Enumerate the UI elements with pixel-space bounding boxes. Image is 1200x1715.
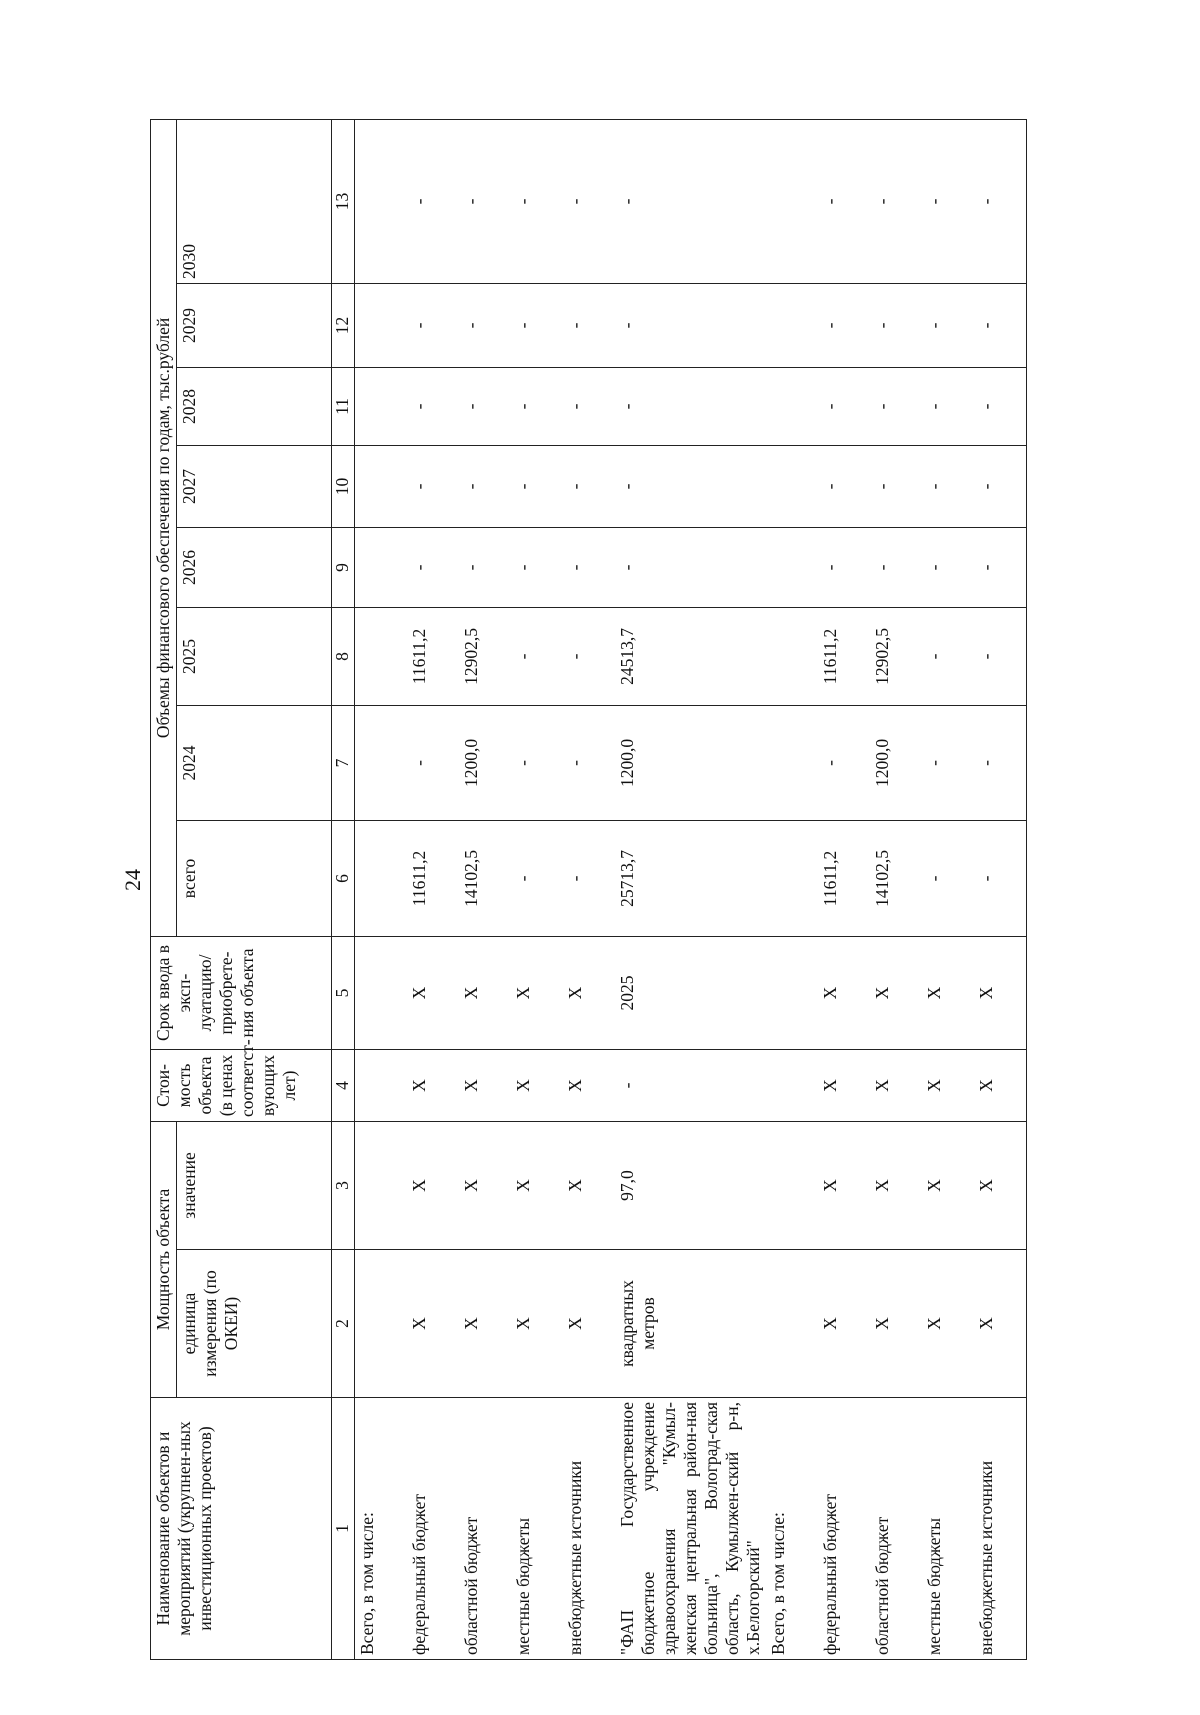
row-cell: Х	[459, 1049, 511, 1121]
table-row	[870, 119, 922, 1659]
row-cell: Х	[818, 1121, 870, 1249]
table-row-object	[615, 119, 766, 1659]
row-cell: -	[563, 527, 615, 607]
row-cell: -	[615, 119, 766, 283]
row-cell: Х	[974, 1121, 1027, 1249]
row-cell: -	[922, 705, 974, 820]
row-cell: -	[922, 445, 974, 527]
row-cell: квадратных метров	[615, 1250, 766, 1398]
row-cell: -	[563, 705, 615, 820]
row-cell: -	[459, 445, 511, 527]
row-cell: -	[922, 119, 974, 283]
row-cell	[766, 936, 818, 1049]
row-cell: 12902,5	[870, 607, 922, 705]
column-number: 3	[332, 1121, 355, 1249]
row-cell: Х	[407, 936, 459, 1049]
header-year: 2030	[177, 119, 332, 283]
table-row	[974, 119, 1027, 1659]
row-cell: Х	[974, 1049, 1027, 1121]
row-cell: 14102,5	[459, 820, 511, 936]
row-cell: -	[870, 119, 922, 283]
row-cell: -	[974, 367, 1027, 445]
row-name: местные бюджеты	[511, 1398, 563, 1660]
row-cell: -	[974, 705, 1027, 820]
row-cell: 1200,0	[615, 705, 766, 820]
row-cell: -	[818, 283, 870, 367]
financing-table	[150, 119, 1027, 1660]
row-name: внебюджетные источники	[974, 1398, 1027, 1660]
column-number: 1	[332, 1398, 355, 1660]
row-cell: Х	[818, 1049, 870, 1121]
row-cell: -	[922, 527, 974, 607]
row-cell: -	[563, 820, 615, 936]
row-cell: -	[407, 367, 459, 445]
row-cell: -	[922, 820, 974, 936]
column-number: 6	[332, 820, 355, 936]
column-number: 2	[332, 1250, 355, 1398]
header-name: Наименование объектов и мероприятий (укрупнен-ных инвестиционных проектов)	[151, 1398, 332, 1660]
row-cell: -	[563, 607, 615, 705]
row-cell	[355, 119, 408, 283]
row-cell: 97,0	[615, 1121, 766, 1249]
row-cell: 1200,0	[870, 705, 922, 820]
row-cell: 14102,5	[870, 820, 922, 936]
row-cell: -	[511, 607, 563, 705]
row-cell: 25713,7	[615, 820, 766, 936]
row-cell: Х	[870, 1250, 922, 1398]
row-cell: -	[407, 445, 459, 527]
row-cell: -	[818, 445, 870, 527]
row-name: "ФАП Государственное бюджетное учреждение здравоохранения "Кумыл-женская центральная район-ная больница", Волоград-ская область, Кумылжен-ский р-н, х.Белогорский"	[615, 1398, 766, 1660]
table-body	[355, 119, 1027, 1659]
header-capacity-value: значение	[177, 1121, 332, 1249]
row-cell: -	[563, 367, 615, 445]
column-number-row	[332, 119, 355, 1659]
row-cell	[766, 1121, 818, 1249]
row-name: федеральный бюджет	[818, 1398, 870, 1660]
row-cell: Х	[870, 1049, 922, 1121]
row-cell	[766, 527, 818, 607]
row-cell: -	[922, 607, 974, 705]
row-cell	[766, 607, 818, 705]
row-cell: -	[407, 705, 459, 820]
row-cell: 11611,2	[407, 607, 459, 705]
row-cell: -	[870, 445, 922, 527]
header-year: 2024	[177, 705, 332, 820]
row-cell	[355, 1049, 408, 1121]
row-cell: -	[922, 367, 974, 445]
column-number: 11	[332, 367, 355, 445]
table-row	[818, 119, 870, 1659]
row-cell: -	[511, 119, 563, 283]
row-cell	[766, 119, 818, 283]
row-cell: 24513,7	[615, 607, 766, 705]
row-cell: -	[511, 820, 563, 936]
row-cell: Х	[407, 1049, 459, 1121]
row-cell: -	[407, 283, 459, 367]
row-cell: Х	[459, 1250, 511, 1398]
table-row	[459, 119, 511, 1659]
row-cell	[355, 607, 408, 705]
row-name: Всего, в том числе:	[766, 1398, 818, 1660]
row-cell: Х	[818, 936, 870, 1049]
row-cell: 1200,0	[459, 705, 511, 820]
row-cell: Х	[563, 1121, 615, 1249]
row-cell: -	[459, 367, 511, 445]
row-cell: -	[459, 119, 511, 283]
row-cell: -	[511, 445, 563, 527]
row-cell: Х	[974, 936, 1027, 1049]
table-row	[563, 119, 615, 1659]
header-year: 2029	[177, 283, 332, 367]
row-cell: Х	[459, 936, 511, 1049]
row-cell: -	[870, 527, 922, 607]
row-cell	[355, 367, 408, 445]
row-cell	[355, 445, 408, 527]
row-cell: -	[818, 119, 870, 283]
row-cell	[766, 445, 818, 527]
row-cell: Х	[870, 1121, 922, 1249]
row-cell: Х	[922, 1049, 974, 1121]
header-finance-group: Объемы финансового обеспечения по годам, тыс.рублей	[151, 119, 177, 936]
row-cell	[355, 1121, 408, 1249]
row-cell: -	[615, 1049, 766, 1121]
row-cell: -	[974, 607, 1027, 705]
row-cell	[355, 705, 408, 820]
column-number: 13	[332, 119, 355, 283]
row-cell: -	[974, 445, 1027, 527]
row-cell	[355, 283, 408, 367]
row-cell: -	[870, 367, 922, 445]
header-commissioning: Срок ввода в эксп-луатацию/ приобрете-ния объекта	[151, 936, 332, 1049]
row-cell	[355, 820, 408, 936]
header-year: 2028	[177, 367, 332, 445]
row-cell: 11611,2	[818, 820, 870, 936]
row-cell: -	[922, 283, 974, 367]
row-cell: -	[459, 283, 511, 367]
page-number: 24	[120, 869, 145, 891]
row-cell: -	[818, 705, 870, 820]
header-capacity-group: Мощность объекта	[151, 1121, 177, 1397]
row-cell: Х	[922, 1250, 974, 1398]
header-year: 2027	[177, 445, 332, 527]
row-cell: -	[974, 119, 1027, 283]
column-number: 4	[332, 1049, 355, 1121]
header-cost: Стои-мость объекта (в ценах соответст-вующих лет)	[151, 1049, 332, 1121]
row-cell: Х	[818, 1250, 870, 1398]
row-cell: Х	[563, 936, 615, 1049]
row-cell	[355, 527, 408, 607]
table-row	[766, 119, 818, 1659]
row-cell: -	[563, 119, 615, 283]
column-number: 9	[332, 527, 355, 607]
row-cell	[766, 283, 818, 367]
column-number: 5	[332, 936, 355, 1049]
row-cell: Х	[459, 1121, 511, 1249]
row-cell: -	[459, 527, 511, 607]
row-cell: Х	[511, 1250, 563, 1398]
row-cell: Х	[922, 936, 974, 1049]
row-cell: Х	[563, 1049, 615, 1121]
column-number: 10	[332, 445, 355, 527]
row-cell: -	[407, 119, 459, 283]
row-cell: -	[563, 283, 615, 367]
row-cell: Х	[407, 1250, 459, 1398]
row-name: федеральный бюджет	[407, 1398, 459, 1660]
header-row-1	[151, 119, 177, 1659]
row-cell: -	[615, 367, 766, 445]
row-cell	[766, 1049, 818, 1121]
header-total: всего	[177, 820, 332, 936]
row-cell: Х	[563, 1250, 615, 1398]
row-cell: Х	[974, 1250, 1027, 1398]
row-cell: -	[563, 445, 615, 527]
row-cell: -	[511, 367, 563, 445]
table-row	[355, 119, 408, 1659]
row-cell: -	[615, 445, 766, 527]
row-cell: Х	[511, 936, 563, 1049]
header-capacity-unit: единица измерения (по ОКЕИ)	[177, 1250, 332, 1398]
header-year: 2026	[177, 527, 332, 607]
row-cell: -	[974, 820, 1027, 936]
row-cell: -	[511, 283, 563, 367]
row-cell: -	[818, 367, 870, 445]
row-cell: -	[818, 527, 870, 607]
row-cell: Х	[511, 1121, 563, 1249]
row-cell: 2025	[615, 936, 766, 1049]
column-number: 8	[332, 607, 355, 705]
column-number: 12	[332, 283, 355, 367]
row-cell	[766, 367, 818, 445]
row-cell	[766, 1250, 818, 1398]
row-cell: -	[615, 527, 766, 607]
column-number: 7	[332, 705, 355, 820]
row-name: внебюджетные источники	[563, 1398, 615, 1660]
rotated-page-content	[150, 120, 1170, 1660]
row-cell	[766, 820, 818, 936]
row-name: областной бюджет	[459, 1398, 511, 1660]
row-cell: -	[870, 283, 922, 367]
table-row	[511, 119, 563, 1659]
row-cell: -	[974, 283, 1027, 367]
row-cell	[766, 705, 818, 820]
row-cell: Х	[511, 1049, 563, 1121]
row-cell	[355, 1250, 408, 1398]
row-cell: -	[615, 283, 766, 367]
table-row	[407, 119, 459, 1659]
row-name: местные бюджеты	[922, 1398, 974, 1660]
row-cell	[355, 936, 408, 1049]
row-cell: Х	[870, 936, 922, 1049]
header-year: 2025	[177, 607, 332, 705]
table-row	[922, 119, 974, 1659]
row-cell: -	[974, 527, 1027, 607]
row-name: областной бюджет	[870, 1398, 922, 1660]
row-cell: -	[407, 527, 459, 607]
row-cell: -	[511, 527, 563, 607]
row-cell: -	[511, 705, 563, 820]
row-cell: 11611,2	[407, 820, 459, 936]
row-cell: Х	[407, 1121, 459, 1249]
row-cell: 11611,2	[818, 607, 870, 705]
row-cell: 12902,5	[459, 607, 511, 705]
row-name: Всего, в том числе:	[355, 1398, 408, 1660]
row-cell: Х	[922, 1121, 974, 1249]
